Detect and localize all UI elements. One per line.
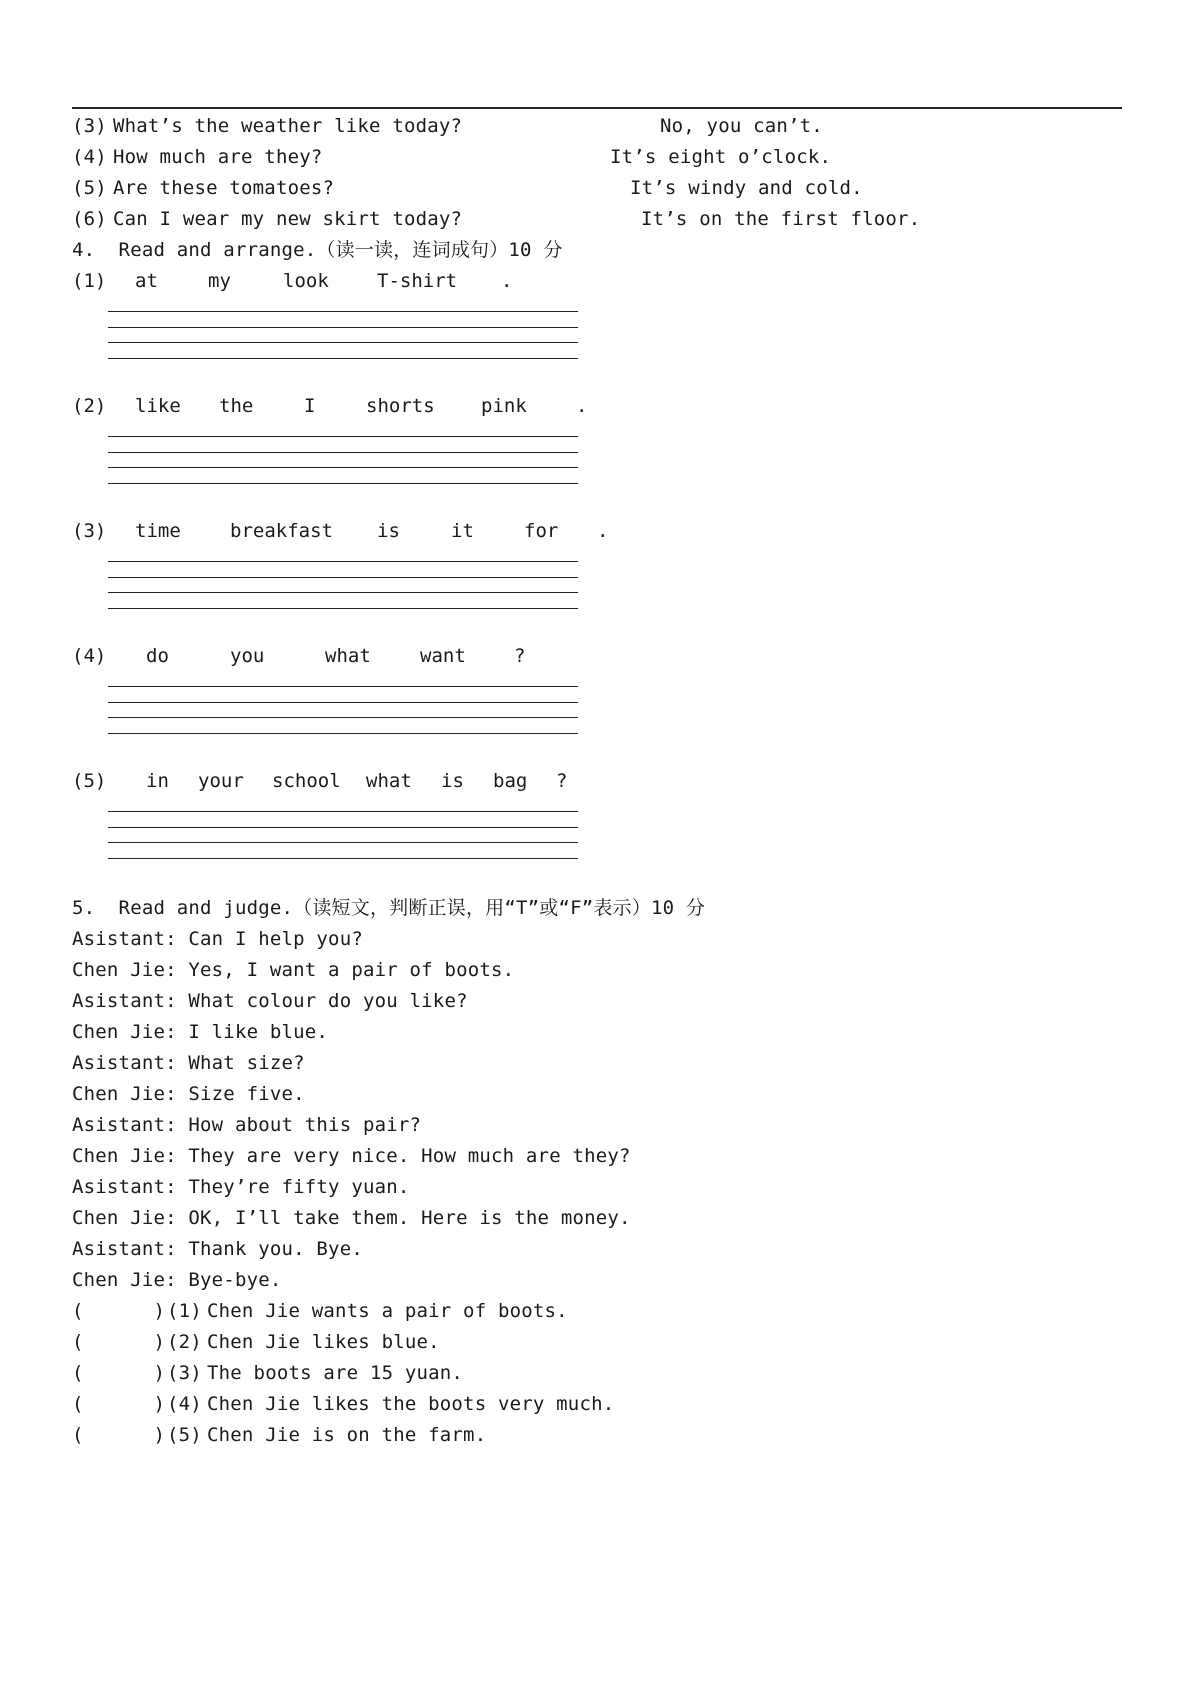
question-text: Are these tomatoes? bbox=[113, 177, 335, 199]
word: what bbox=[325, 645, 371, 667]
judgement-text: Chen Jie likes blue. bbox=[207, 1331, 440, 1353]
writing-line bbox=[108, 561, 578, 562]
judgement-text: The boots are 15 yuan. bbox=[207, 1362, 464, 1384]
writing-line bbox=[108, 811, 578, 812]
writing-line bbox=[108, 483, 578, 484]
word: in bbox=[146, 770, 169, 792]
writing-line bbox=[108, 452, 578, 453]
word: like bbox=[135, 395, 181, 417]
dialogue-line: Asistant: What size? bbox=[72, 1052, 305, 1074]
dialogue-line: Asistant: They’re fifty yuan. bbox=[72, 1176, 410, 1198]
word: your bbox=[198, 770, 244, 792]
word: is bbox=[377, 520, 400, 542]
dialogue-line: Chen Jie: OK, I’ll take them. Here is the money. bbox=[72, 1207, 631, 1229]
word: . bbox=[597, 520, 609, 542]
writing-line bbox=[108, 342, 578, 343]
word: at bbox=[135, 270, 158, 292]
answer-text: It’s eight o’clock. bbox=[610, 146, 832, 168]
question-text: What’s the weather like today? bbox=[113, 115, 463, 137]
word: what bbox=[366, 770, 412, 792]
judgement-number: (4) bbox=[167, 1393, 202, 1415]
writing-line bbox=[108, 608, 578, 609]
dialogue-line: Chen Jie: Yes, I want a pair of boots. bbox=[72, 959, 515, 981]
word: do bbox=[146, 645, 169, 667]
question-text: Can I wear my new skirt today? bbox=[113, 208, 463, 230]
answer-bracket[interactable]: ( ) bbox=[72, 1331, 166, 1353]
word: shorts bbox=[366, 395, 435, 417]
answer-text: No, you can’t. bbox=[660, 115, 823, 137]
judgement-number: (5) bbox=[167, 1424, 202, 1446]
word: my bbox=[208, 270, 231, 292]
dialogue-line: Asistant: Can I help you? bbox=[72, 928, 363, 950]
writing-line bbox=[108, 842, 578, 843]
dialogue-line: Asistant: What colour do you like? bbox=[72, 990, 468, 1012]
writing-line bbox=[108, 702, 578, 703]
writing-line bbox=[108, 717, 578, 718]
dialogue-line: Chen Jie: Size five. bbox=[72, 1083, 305, 1105]
writing-line bbox=[108, 358, 578, 359]
answer-text: It’s windy and cold. bbox=[630, 177, 863, 199]
writing-line bbox=[108, 311, 578, 312]
question-number: (5) bbox=[72, 177, 107, 199]
word: want bbox=[420, 645, 466, 667]
word: ? bbox=[514, 645, 526, 667]
judgement-number: (3) bbox=[167, 1362, 202, 1384]
word: . bbox=[576, 395, 588, 417]
dialogue-line: Chen Jie: I like blue. bbox=[72, 1021, 329, 1043]
writing-line bbox=[108, 436, 578, 437]
question-number: (3) bbox=[72, 115, 107, 137]
writing-line bbox=[108, 733, 578, 734]
question-number: (6) bbox=[72, 208, 107, 230]
question-number: (4) bbox=[72, 146, 107, 168]
writing-line bbox=[108, 577, 578, 578]
writing-line bbox=[108, 827, 578, 828]
top-rule bbox=[72, 107, 1122, 109]
answer-text: It’s on the first floor. bbox=[641, 208, 921, 230]
item-number: (2) bbox=[72, 395, 107, 417]
dialogue-line: Asistant: Thank you. Bye. bbox=[72, 1238, 363, 1260]
item-number: (3) bbox=[72, 520, 107, 542]
writing-line bbox=[108, 467, 578, 468]
question-text: How much are they? bbox=[113, 146, 323, 168]
item-number: (5) bbox=[72, 770, 107, 792]
dialogue-line: Chen Jie: Bye-bye. bbox=[72, 1269, 282, 1291]
word: bag bbox=[493, 770, 528, 792]
answer-bracket[interactable]: ( ) bbox=[72, 1393, 166, 1415]
dialogue-line: Chen Jie: They are very nice. How much are they? bbox=[72, 1145, 631, 1167]
section-5-heading: 5. Read and judge.（读短文，判断正误，用“T”或“F”表示）10 分 bbox=[72, 897, 706, 919]
dialogue-line: Asistant: How about this pair? bbox=[72, 1114, 422, 1136]
word: it bbox=[451, 520, 474, 542]
writing-line bbox=[108, 686, 578, 687]
judgement-text: Chen Jie wants a pair of boots. bbox=[207, 1300, 568, 1322]
judgement-number: (1) bbox=[167, 1300, 202, 1322]
word: breakfast bbox=[230, 520, 333, 542]
writing-line bbox=[108, 858, 578, 859]
answer-bracket[interactable]: ( ) bbox=[72, 1362, 166, 1384]
word: ? bbox=[556, 770, 568, 792]
word: school bbox=[272, 770, 341, 792]
word: is bbox=[441, 770, 464, 792]
word: time bbox=[135, 520, 181, 542]
writing-line bbox=[108, 592, 578, 593]
item-number: (4) bbox=[72, 645, 107, 667]
judgement-number: (2) bbox=[167, 1331, 202, 1353]
word: look bbox=[283, 270, 329, 292]
word: the bbox=[219, 395, 254, 417]
answer-bracket[interactable]: ( ) bbox=[72, 1424, 166, 1446]
word: I bbox=[304, 395, 316, 417]
word: you bbox=[230, 645, 265, 667]
writing-line bbox=[108, 327, 578, 328]
judgement-text: Chen Jie is on the farm. bbox=[207, 1424, 487, 1446]
word: . bbox=[501, 270, 513, 292]
answer-bracket[interactable]: ( ) bbox=[72, 1300, 166, 1322]
item-number: (1) bbox=[72, 270, 107, 292]
word: T-shirt bbox=[377, 270, 458, 292]
judgement-text: Chen Jie likes the boots very much. bbox=[207, 1393, 615, 1415]
word: for bbox=[524, 520, 559, 542]
word: pink bbox=[481, 395, 527, 417]
section-4-heading: 4. Read and arrange.（读一读，连词成句）10 分 bbox=[72, 239, 563, 261]
